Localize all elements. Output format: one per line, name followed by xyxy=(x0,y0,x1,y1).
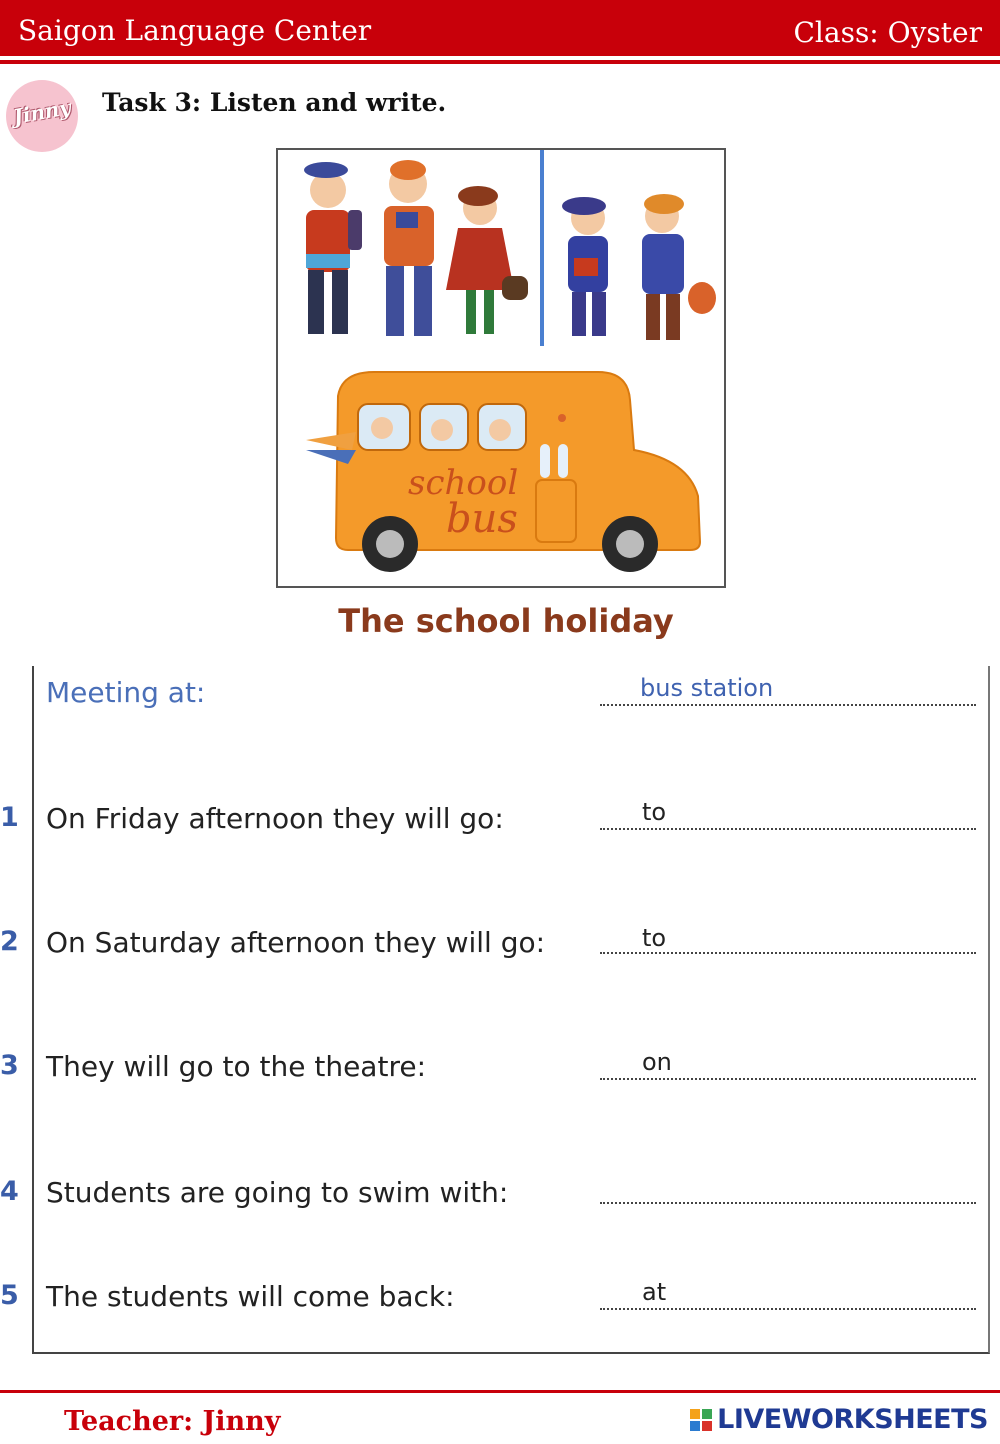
school-name: Saigon Language Center xyxy=(18,14,372,47)
liveworksheets-icon xyxy=(689,1408,713,1432)
row-label: The students will come back: xyxy=(46,1280,455,1313)
answer-line xyxy=(600,1308,976,1310)
answer-field[interactable]: to xyxy=(642,798,667,826)
answer-field[interactable]: on xyxy=(642,1048,672,1076)
picture-divider xyxy=(540,150,544,346)
answer-line xyxy=(600,828,976,830)
jinny-logo xyxy=(6,80,78,152)
row-number: 2 xyxy=(0,926,19,957)
answer-field[interactable]: at xyxy=(642,1278,667,1306)
row-number: 4 xyxy=(0,1176,19,1207)
bus-text-school: school xyxy=(408,463,519,503)
header-divider xyxy=(0,60,1000,64)
illustration xyxy=(276,148,726,588)
row-number: 5 xyxy=(0,1280,19,1311)
row-number: 1 xyxy=(0,802,19,833)
kids-right-group xyxy=(562,194,716,340)
school-bus xyxy=(306,372,700,572)
answer-line xyxy=(600,1078,976,1080)
row-label: They will go to the theatre: xyxy=(46,1050,426,1083)
liveworksheets-logo xyxy=(689,1404,988,1435)
illustration-caption: The school holiday xyxy=(338,602,674,640)
liveworksheets-text: LIVEWORKSHEETS xyxy=(717,1404,988,1435)
kids-left-group xyxy=(304,160,528,336)
class-label: Class: Oyster xyxy=(793,16,982,49)
logo-text: Jinny xyxy=(11,95,73,129)
footer-divider xyxy=(0,1390,1000,1393)
row-label: On Friday afternoon they will go: xyxy=(46,802,504,835)
school-holiday-illustration xyxy=(278,150,724,586)
answer-field[interactable]: bus station xyxy=(640,674,774,702)
bus-text-bus: bus xyxy=(446,496,518,542)
row-number: 3 xyxy=(0,1050,19,1081)
row-label: Students are going to swim with: xyxy=(46,1176,509,1209)
row-label: On Saturday afternoon they will go: xyxy=(46,926,546,959)
answer-line xyxy=(600,704,976,706)
task-title: Task 3: Listen and write. xyxy=(102,88,447,117)
answer-line xyxy=(600,952,976,954)
row-label: Meeting at: xyxy=(46,676,206,709)
answer-field[interactable]: to xyxy=(642,924,667,952)
answer-line xyxy=(600,1202,976,1204)
teacher-name: Teacher: Jinny xyxy=(64,1406,281,1437)
header-bar xyxy=(0,0,1000,56)
answer-form xyxy=(32,666,990,1354)
